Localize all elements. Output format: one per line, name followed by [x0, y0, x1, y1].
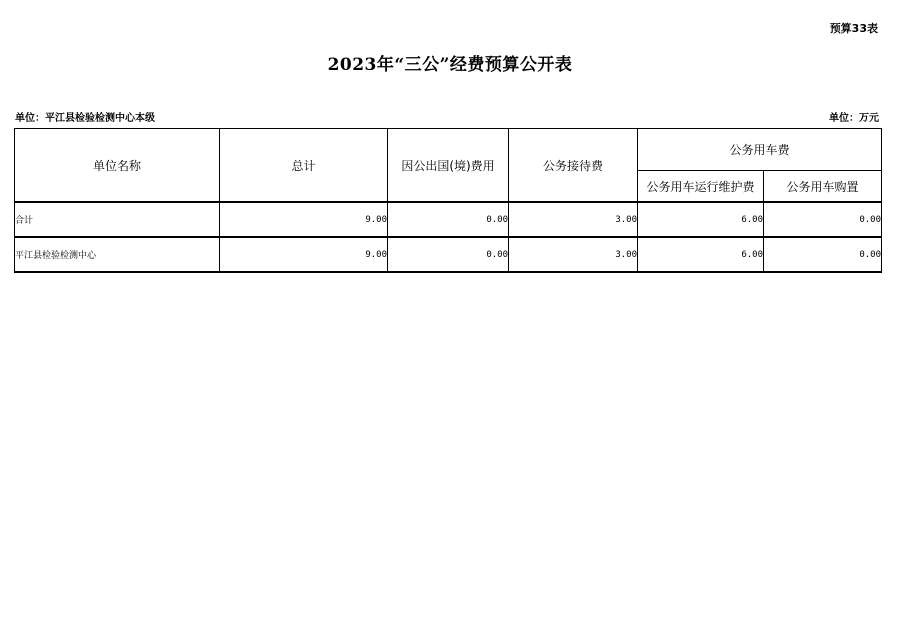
table-number: 预算33表	[829, 22, 878, 35]
currency-unit: 单位：万元	[829, 113, 879, 124]
cell-vehicle-maintenance: 6.00	[638, 237, 764, 272]
cell-abroad: 0.00	[388, 202, 509, 237]
header-vehicle-maintenance: 公务用车运行维护费	[638, 171, 764, 203]
page-title: 2023年“三公”经费预算公开表	[327, 55, 573, 75]
cell-reception: 3.00	[509, 202, 638, 237]
cell-vehicle-maintenance: 6.00	[638, 202, 764, 237]
cell-unit-name: 合计	[15, 202, 220, 237]
cell-unit-name: 平江县检验检测中心	[15, 237, 220, 272]
table-row	[15, 237, 882, 272]
cell-reception: 3.00	[509, 237, 638, 272]
header-vehicle-purchase: 公务用车购置	[764, 171, 882, 203]
table-header	[15, 129, 882, 203]
header-unit-name: 单位名称	[15, 129, 220, 203]
table-row	[15, 202, 882, 237]
cell-total: 9.00	[220, 237, 388, 272]
header-abroad: 因公出国(境)费用	[388, 129, 509, 203]
cell-total: 9.00	[220, 202, 388, 237]
cell-vehicle-purchase: 0.00	[764, 237, 882, 272]
header-total: 总计	[220, 129, 388, 203]
cell-abroad: 0.00	[388, 237, 509, 272]
cell-vehicle-purchase: 0.00	[764, 202, 882, 237]
budget-table	[14, 128, 882, 273]
table-body	[15, 202, 882, 272]
header-vehicle: 公务用车费	[638, 129, 882, 171]
header-reception: 公务接待费	[509, 129, 638, 203]
reporting-unit: 单位：平江县检验检测中心本级	[15, 113, 155, 124]
